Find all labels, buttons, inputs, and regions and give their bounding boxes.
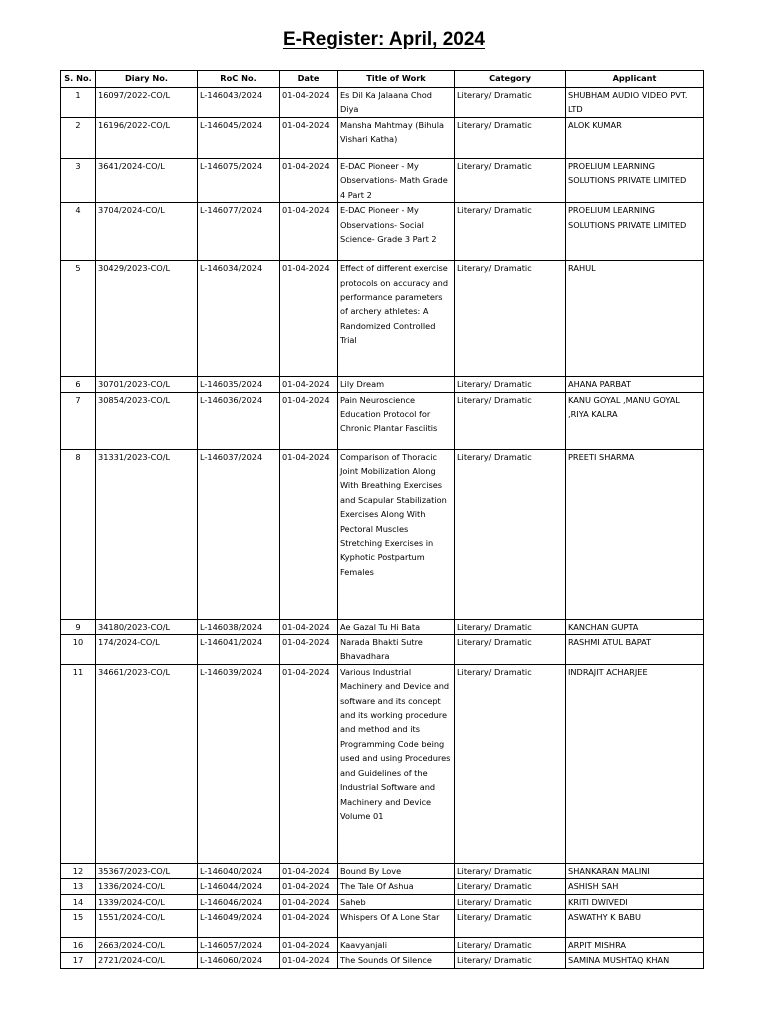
cell-category: Literary/ Dramatic xyxy=(455,203,566,261)
cell-category: Literary/ Dramatic xyxy=(455,635,566,665)
header-date: Date xyxy=(280,71,338,88)
table-row xyxy=(61,377,704,392)
page-title xyxy=(0,28,768,52)
cell-sno: 9 xyxy=(61,619,96,634)
cell-applicant: ALOK KUMAR xyxy=(566,118,704,159)
header-applicant: Applicant xyxy=(566,71,704,88)
cell-category: Literary/ Dramatic xyxy=(455,863,566,878)
cell-date: 01-04-2024 xyxy=(280,664,338,863)
header-roc-no: RoC No. xyxy=(198,71,280,88)
cell-sno: 3 xyxy=(61,159,96,203)
cell-category: Literary/ Dramatic xyxy=(455,938,566,953)
cell-roc-no: L-146038/2024 xyxy=(198,619,280,634)
cell-title-of-work: Effect of different exercise protocols on accuracy and performance parameters of archery athletes: A Randomized Controlled Trial xyxy=(338,261,455,377)
cell-category: Literary/ Dramatic xyxy=(455,88,566,118)
table-row xyxy=(61,449,704,619)
cell-date: 01-04-2024 xyxy=(280,118,338,159)
cell-roc-no: L-146037/2024 xyxy=(198,449,280,619)
cell-roc-no: L-146077/2024 xyxy=(198,203,280,261)
cell-date: 01-04-2024 xyxy=(280,635,338,665)
cell-sno: 5 xyxy=(61,261,96,377)
cell-roc-no: L-146040/2024 xyxy=(198,863,280,878)
cell-applicant: RAHUL xyxy=(566,261,704,377)
cell-date: 01-04-2024 xyxy=(280,863,338,878)
cell-date: 01-04-2024 xyxy=(280,879,338,894)
cell-category: Literary/ Dramatic xyxy=(455,159,566,203)
cell-roc-no: L-146043/2024 xyxy=(198,88,280,118)
header-sno: S. No. xyxy=(61,71,96,88)
cell-title-of-work: E-DAC Pioneer - My Observations- Math Grade 4 Part 2 xyxy=(338,159,455,203)
cell-title-of-work: Es Dil Ka Jalaana Chod Diya xyxy=(338,88,455,118)
cell-title-of-work: The Tale Of Ashua xyxy=(338,879,455,894)
cell-sno: 2 xyxy=(61,118,96,159)
table-row xyxy=(61,894,704,909)
table-row xyxy=(61,619,704,634)
cell-date: 01-04-2024 xyxy=(280,910,338,938)
cell-roc-no: L-146036/2024 xyxy=(198,392,280,449)
cell-category: Literary/ Dramatic xyxy=(455,910,566,938)
cell-title-of-work: Saheb xyxy=(338,894,455,909)
cell-diary-no: 3641/2024-CO/L xyxy=(96,159,198,203)
cell-applicant: AHANA PARBAT xyxy=(566,377,704,392)
cell-diary-no: 31331/2023-CO/L xyxy=(96,449,198,619)
cell-applicant: ASWATHY K BABU xyxy=(566,910,704,938)
cell-applicant: SHUBHAM AUDIO VIDEO PVT. LTD xyxy=(566,88,704,118)
table-row xyxy=(61,938,704,953)
cell-category: Literary/ Dramatic xyxy=(455,619,566,634)
cell-date: 01-04-2024 xyxy=(280,377,338,392)
cell-diary-no: 1339/2024-CO/L xyxy=(96,894,198,909)
cell-sno: 16 xyxy=(61,938,96,953)
table-row xyxy=(61,118,704,159)
cell-category: Literary/ Dramatic xyxy=(455,879,566,894)
cell-title-of-work: Narada Bhakti Sutre Bhavadhara xyxy=(338,635,455,665)
cell-diary-no: 1551/2024-CO/L xyxy=(96,910,198,938)
cell-sno: 15 xyxy=(61,910,96,938)
cell-diary-no: 30429/2023-CO/L xyxy=(96,261,198,377)
cell-roc-no: L-146046/2024 xyxy=(198,894,280,909)
cell-diary-no: 2663/2024-CO/L xyxy=(96,938,198,953)
cell-roc-no: L-146039/2024 xyxy=(198,664,280,863)
cell-sno: 10 xyxy=(61,635,96,665)
table-row xyxy=(61,635,704,665)
cell-date: 01-04-2024 xyxy=(280,953,338,968)
cell-sno: 13 xyxy=(61,879,96,894)
cell-category: Literary/ Dramatic xyxy=(455,392,566,449)
cell-date: 01-04-2024 xyxy=(280,159,338,203)
cell-roc-no: L-146075/2024 xyxy=(198,159,280,203)
cell-date: 01-04-2024 xyxy=(280,392,338,449)
cell-diary-no: 174/2024-CO/L xyxy=(96,635,198,665)
header-category: Category xyxy=(455,71,566,88)
table-row xyxy=(61,910,704,938)
cell-applicant: SHANKARAN MALINI xyxy=(566,863,704,878)
cell-diary-no: 3704/2024-CO/L xyxy=(96,203,198,261)
cell-applicant: KRITI DWIVEDI xyxy=(566,894,704,909)
cell-category: Literary/ Dramatic xyxy=(455,894,566,909)
cell-sno: 12 xyxy=(61,863,96,878)
cell-title-of-work: Lily Dream xyxy=(338,377,455,392)
cell-applicant: PROELIUM LEARNING SOLUTIONS PRIVATE LIMITED xyxy=(566,159,704,203)
cell-diary-no: 2721/2024-CO/L xyxy=(96,953,198,968)
cell-sno: 1 xyxy=(61,88,96,118)
cell-applicant: INDRAJIT ACHARJEE xyxy=(566,664,704,863)
cell-diary-no: 35367/2023-CO/L xyxy=(96,863,198,878)
cell-title-of-work: Comparison of Thoracic Joint Mobilization Along With Breathing Exercises and Scapular Stabilization Exercises Along With Pectoral Muscles Stretching Exercises in Kyphotic Postpartum Females xyxy=(338,449,455,619)
cell-roc-no: L-146045/2024 xyxy=(198,118,280,159)
table-row xyxy=(61,863,704,878)
cell-title-of-work: Pain Neuroscience Education Protocol for Chronic Plantar Fasciitis xyxy=(338,392,455,449)
cell-date: 01-04-2024 xyxy=(280,261,338,377)
cell-title-of-work: Whispers Of A Lone Star xyxy=(338,910,455,938)
cell-diary-no: 34180/2023-CO/L xyxy=(96,619,198,634)
cell-roc-no: L-146034/2024 xyxy=(198,261,280,377)
cell-category: Literary/ Dramatic xyxy=(455,261,566,377)
cell-sno: 8 xyxy=(61,449,96,619)
cell-applicant: PROELIUM LEARNING SOLUTIONS PRIVATE LIMITED xyxy=(566,203,704,261)
cell-roc-no: L-146060/2024 xyxy=(198,953,280,968)
cell-applicant: SAMINA MUSHTAQ KHAN xyxy=(566,953,704,968)
cell-category: Literary/ Dramatic xyxy=(455,377,566,392)
table-row xyxy=(61,159,704,203)
cell-roc-no: L-146035/2024 xyxy=(198,377,280,392)
cell-diary-no: 1336/2024-CO/L xyxy=(96,879,198,894)
table-row xyxy=(61,203,704,261)
cell-applicant: KANCHAN GUPTA xyxy=(566,619,704,634)
cell-roc-no: L-146041/2024 xyxy=(198,635,280,665)
cell-date: 01-04-2024 xyxy=(280,203,338,261)
cell-roc-no: L-146044/2024 xyxy=(198,879,280,894)
cell-roc-no: L-146049/2024 xyxy=(198,910,280,938)
cell-date: 01-04-2024 xyxy=(280,894,338,909)
cell-title-of-work: Kaavyanjali xyxy=(338,938,455,953)
cell-sno: 7 xyxy=(61,392,96,449)
page-title-text: E-Register: April, 2024 xyxy=(282,29,486,50)
cell-diary-no: 30701/2023-CO/L xyxy=(96,377,198,392)
cell-sno: 4 xyxy=(61,203,96,261)
table-row xyxy=(61,88,704,118)
cell-roc-no: L-146057/2024 xyxy=(198,938,280,953)
cell-title-of-work: The Sounds Of Silence xyxy=(338,953,455,968)
cell-date: 01-04-2024 xyxy=(280,938,338,953)
cell-diary-no: 30854/2023-CO/L xyxy=(96,392,198,449)
table-row xyxy=(61,879,704,894)
cell-sno: 14 xyxy=(61,894,96,909)
cell-title-of-work: Ae Gazal Tu Hi Bata xyxy=(338,619,455,634)
cell-title-of-work: Various Industrial Machinery and Device and software and its concept and its working procedure and method and its Programming Code being used and using Procedures and Guidelines of the Industrial Software and Machinery and Device Volume 01 xyxy=(338,664,455,863)
cell-category: Literary/ Dramatic xyxy=(455,953,566,968)
cell-diary-no: 16097/2022-CO/L xyxy=(96,88,198,118)
cell-date: 01-04-2024 xyxy=(280,88,338,118)
cell-sno: 11 xyxy=(61,664,96,863)
cell-category: Literary/ Dramatic xyxy=(455,449,566,619)
cell-applicant: PREETI SHARMA xyxy=(566,449,704,619)
cell-applicant: KANU GOYAL ,MANU GOYAL ,RIYA KALRA xyxy=(566,392,704,449)
table-row xyxy=(61,261,704,377)
cell-applicant: RASHMI ATUL BAPAT xyxy=(566,635,704,665)
cell-applicant: ARPIT MISHRA xyxy=(566,938,704,953)
header-title-of-work: Title of Work xyxy=(338,71,455,88)
cell-diary-no: 34661/2023-CO/L xyxy=(96,664,198,863)
cell-date: 01-04-2024 xyxy=(280,449,338,619)
cell-applicant: ASHISH SAH xyxy=(566,879,704,894)
cell-title-of-work: Mansha Mahtmay (Bihula Vishari Katha) xyxy=(338,118,455,159)
cell-title-of-work: Bound By Love xyxy=(338,863,455,878)
table-header-row xyxy=(61,71,704,88)
cell-title-of-work: E-DAC Pioneer - My Observations- Social Science- Grade 3 Part 2 xyxy=(338,203,455,261)
cell-sno: 17 xyxy=(61,953,96,968)
cell-category: Literary/ Dramatic xyxy=(455,664,566,863)
register-table xyxy=(60,70,704,969)
cell-date: 01-04-2024 xyxy=(280,619,338,634)
table-row xyxy=(61,953,704,968)
header-diary-no: Diary No. xyxy=(96,71,198,88)
table-row xyxy=(61,664,704,863)
cell-diary-no: 16196/2022-CO/L xyxy=(96,118,198,159)
table-row xyxy=(61,392,704,449)
cell-category: Literary/ Dramatic xyxy=(455,118,566,159)
cell-sno: 6 xyxy=(61,377,96,392)
